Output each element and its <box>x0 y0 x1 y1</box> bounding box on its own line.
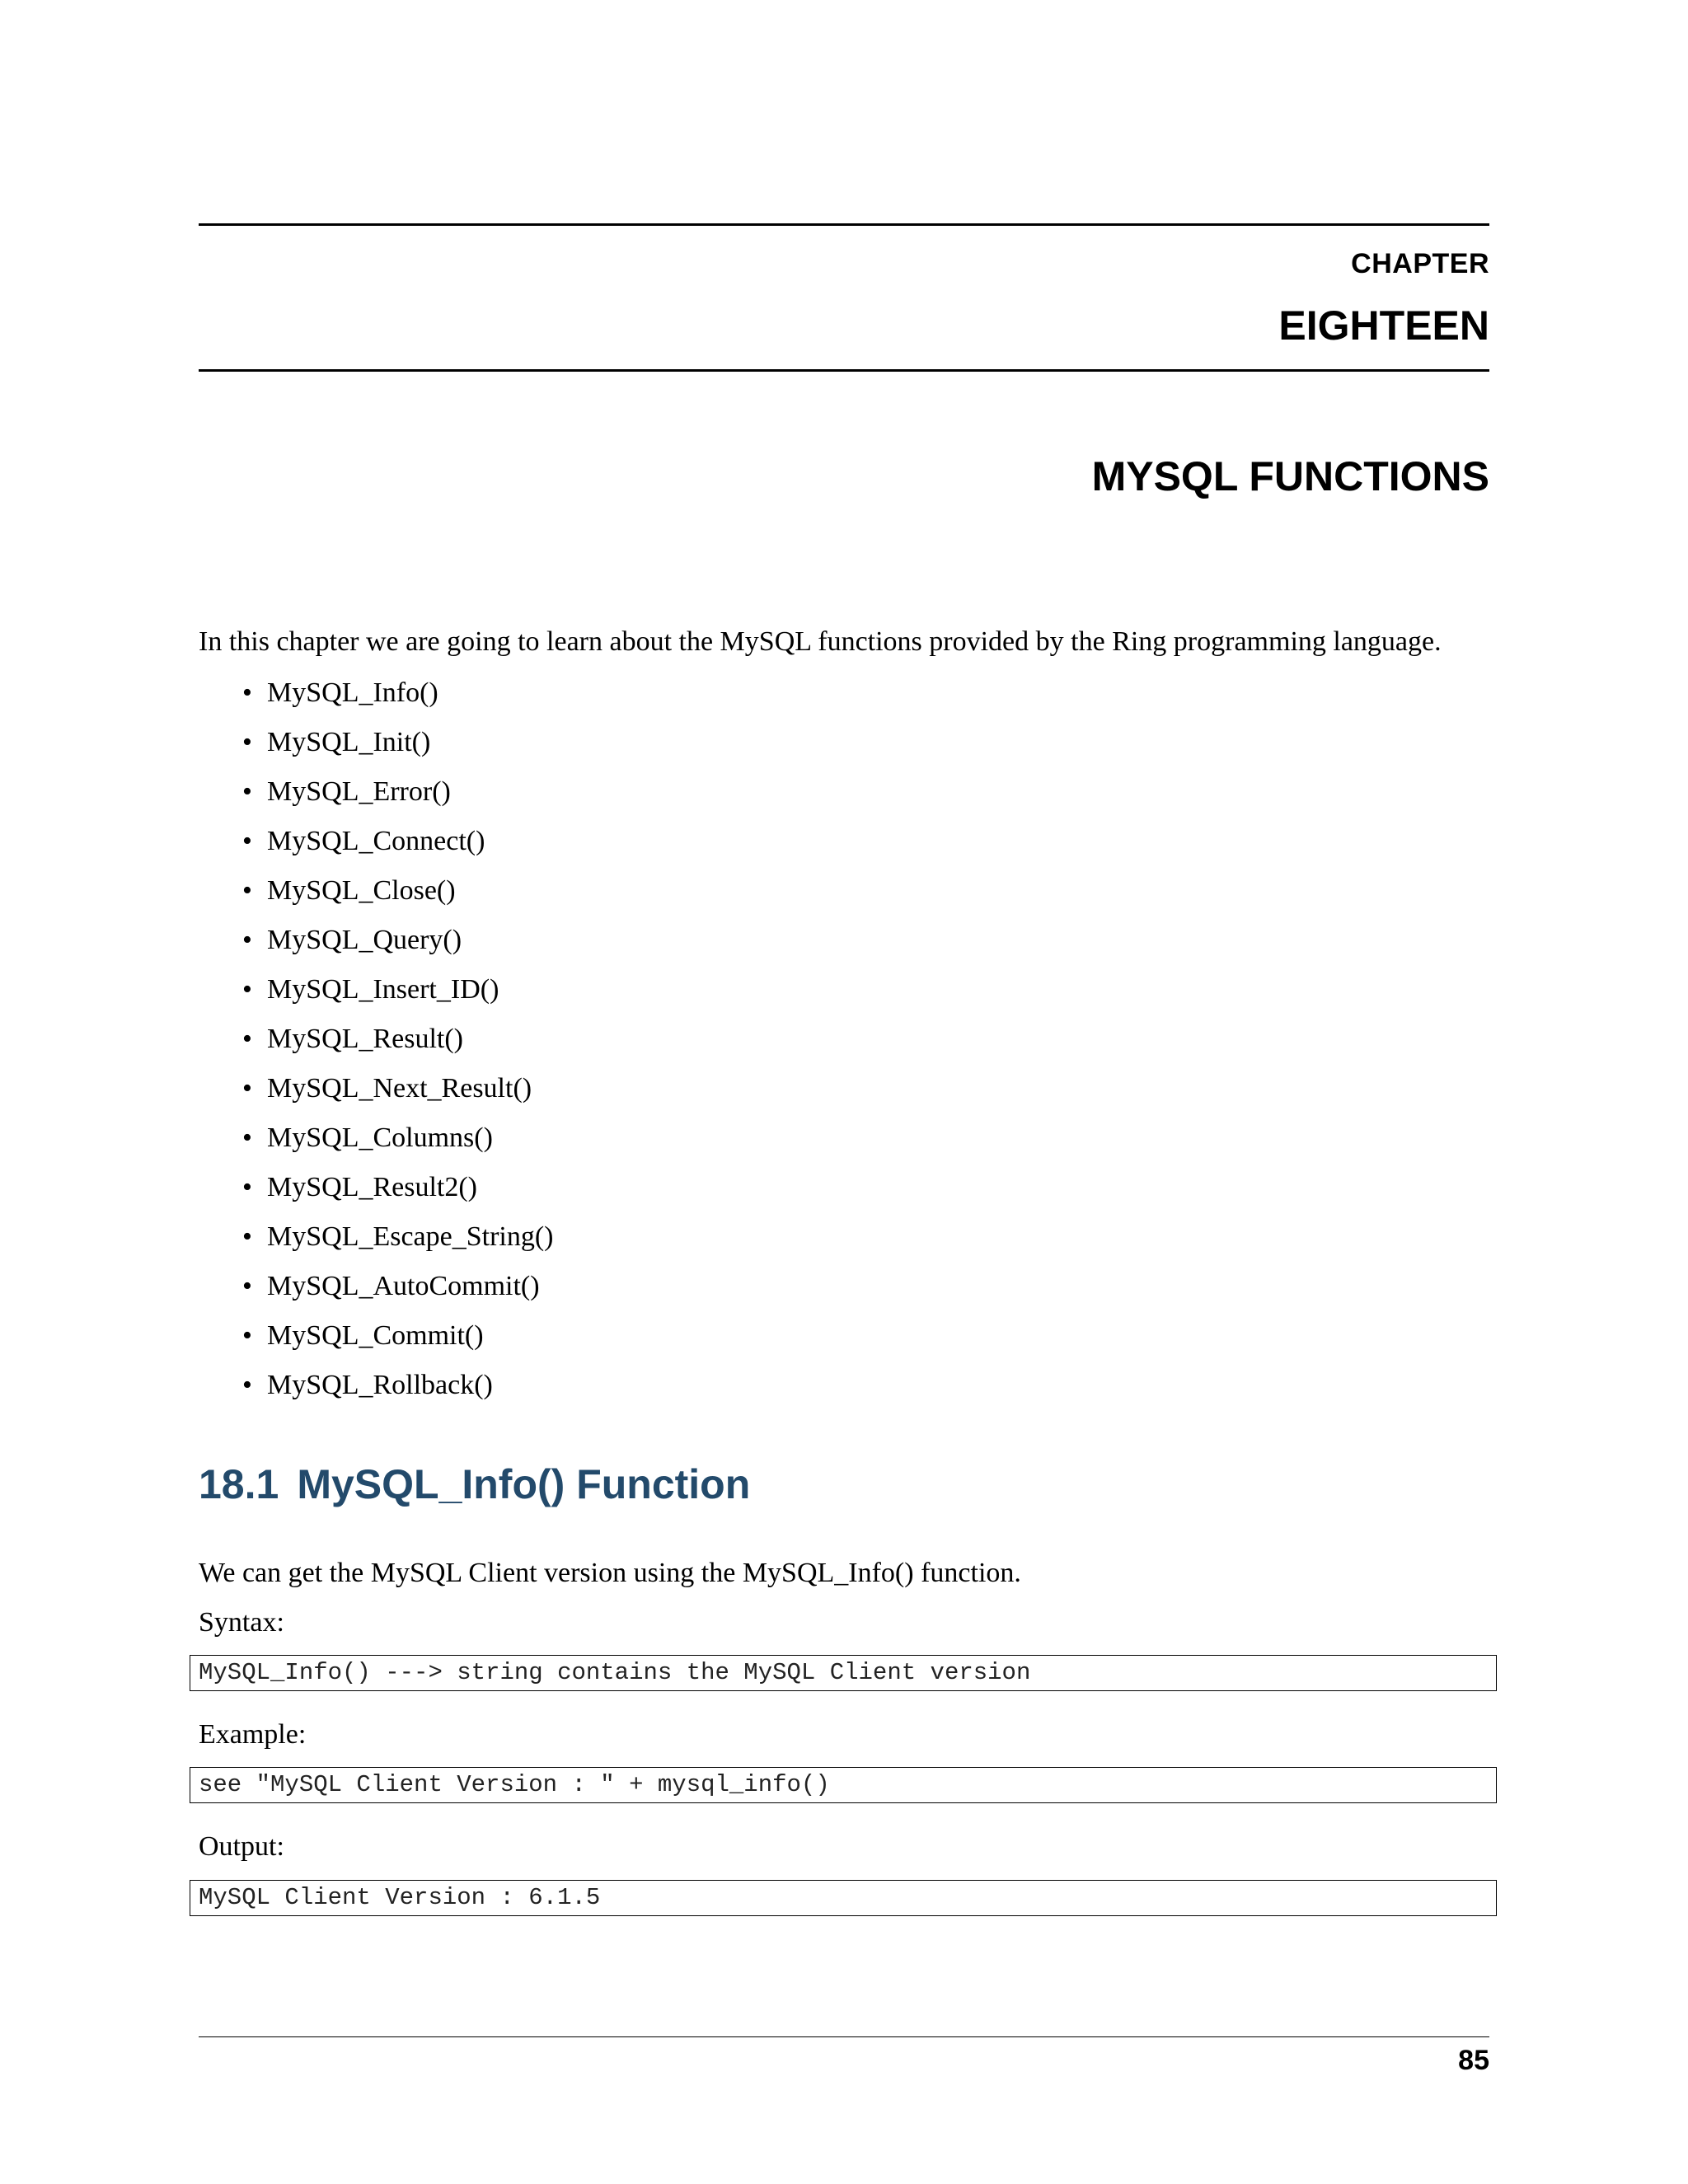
list-item <box>242 1019 554 1068</box>
list-item <box>242 870 554 920</box>
bullet-icon: • <box>242 1271 252 1301</box>
function-list <box>242 673 554 1414</box>
section-number: 18.1 <box>199 1461 279 1507</box>
section-title: MySQL_Info() Function <box>297 1461 751 1507</box>
chapter-title: MYSQL FUNCTIONS <box>1091 453 1489 499</box>
list-item <box>242 1068 554 1118</box>
bullet-icon: • <box>242 677 252 708</box>
bullet-icon: • <box>242 1122 252 1153</box>
example-label: Example: <box>199 1719 307 1750</box>
list-item <box>242 920 554 969</box>
syntax-label: Syntax: <box>199 1607 284 1638</box>
output-label: Output: <box>199 1831 284 1862</box>
syntax-code-block: MySQL_Info() ---> string contains the MySQL Client version <box>190 1655 1497 1691</box>
section-description: We can get the MySQL Client version using the MySQL_Info() function. <box>199 1558 1021 1588</box>
list-item <box>242 1315 554 1365</box>
chapter-label: CHAPTER <box>1351 248 1489 279</box>
function-name: MySQL_Commit() <box>267 1320 484 1351</box>
list-item <box>242 673 554 722</box>
list-item <box>242 1266 554 1315</box>
output-code-block: MySQL Client Version : 6.1.5 <box>190 1880 1497 1916</box>
section-heading <box>199 1460 750 1508</box>
function-name: MySQL_Info() <box>267 677 438 708</box>
function-name: MySQL_Init() <box>267 727 431 757</box>
function-name: MySQL_Result() <box>267 1024 463 1054</box>
bullet-icon: • <box>242 727 252 757</box>
bullet-icon: • <box>242 776 252 807</box>
function-name: MySQL_AutoCommit() <box>267 1271 540 1301</box>
function-name: MySQL_Next_Result() <box>267 1073 532 1104</box>
footer-rule <box>199 2036 1489 2037</box>
function-name: MySQL_Close() <box>267 875 456 906</box>
list-item <box>242 722 554 771</box>
function-name: MySQL_Escape_String() <box>267 1221 554 1252</box>
list-item <box>242 821 554 870</box>
list-item <box>242 1216 554 1266</box>
bullet-icon: • <box>242 1172 252 1202</box>
bullet-icon: • <box>242 1320 252 1351</box>
function-name: MySQL_Columns() <box>267 1122 493 1153</box>
function-name: MySQL_Query() <box>267 925 462 955</box>
bullet-icon: • <box>242 925 252 955</box>
example-code-block: see "MySQL Client Version : " + mysql_info() <box>190 1767 1497 1803</box>
list-item <box>242 1118 554 1167</box>
list-item <box>242 771 554 821</box>
bullet-icon: • <box>242 1221 252 1252</box>
list-item <box>242 969 554 1019</box>
function-name: MySQL_Rollback() <box>267 1370 493 1400</box>
intro-paragraph: In this chapter we are going to learn about the MySQL functions provided by the Ring programming language. <box>199 626 1442 657</box>
bullet-icon: • <box>242 826 252 856</box>
function-name: MySQL_Insert_ID() <box>267 974 499 1005</box>
bullet-icon: • <box>242 1024 252 1054</box>
function-name: MySQL_Error() <box>267 776 451 807</box>
chapter-top-rule <box>199 223 1489 226</box>
chapter-number: EIGHTEEN <box>1278 302 1489 349</box>
bullet-icon: • <box>242 1073 252 1104</box>
bullet-icon: • <box>242 875 252 906</box>
function-name: MySQL_Connect() <box>267 826 485 856</box>
list-item <box>242 1365 554 1414</box>
function-name: MySQL_Result2() <box>267 1172 477 1202</box>
bullet-icon: • <box>242 1370 252 1400</box>
list-item <box>242 1167 554 1216</box>
bullet-icon: • <box>242 974 252 1005</box>
chapter-bottom-rule <box>199 369 1489 372</box>
page-number: 85 <box>1458 2045 1489 2076</box>
